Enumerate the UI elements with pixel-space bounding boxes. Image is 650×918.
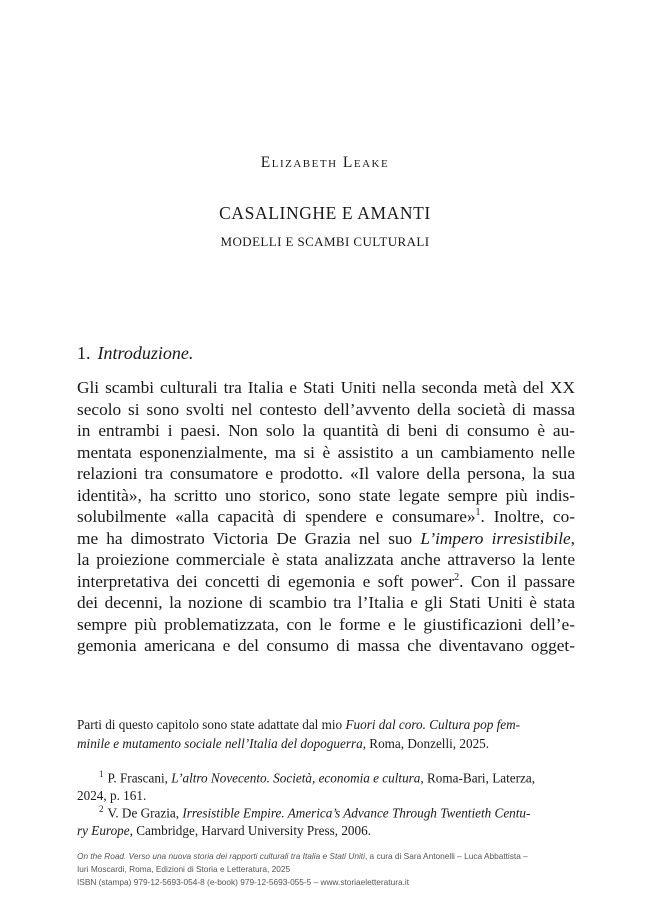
footnote-text: , Cambridge, Harvard University Press, 2006. [129, 822, 371, 838]
body-text-fragment: solubilmente «alla capacità di spendere e consumare» [77, 507, 476, 526]
footnote-ref-1[interactable]: 1 [475, 507, 481, 519]
footnote-title: ry Europe [77, 822, 130, 838]
footnote-1 [77, 766, 575, 804]
body-line: mentata esponenzialmente, ma si è assistito a un cambiamento nelle [77, 442, 575, 462]
note-text: , Roma, Donzelli, 2025. [362, 736, 490, 751]
section-number: 1. [77, 343, 91, 363]
imprint-line [77, 850, 575, 863]
book-title-italic: L’impero irresistibile [420, 528, 571, 548]
body-text-fragment: interpretativa dei concetti di egemonia e soft power [77, 571, 455, 591]
footnote-marker: 2 [99, 804, 104, 814]
body-line: secolo si sono svolti nel contesto dell’avvento della società di massa [77, 399, 575, 419]
imprint-book-title: On the Road. Verso una nuova storia dei rapporti culturali tra Italia e Stati Uniti [77, 851, 365, 861]
footnote-text: V. De Grazia, [107, 805, 183, 821]
footnote-2 [77, 801, 575, 839]
body-line [77, 506, 575, 528]
note-book-title: Fuori dal coro. Cultura pop fem- [345, 717, 521, 732]
body-line: sempre più problematizzata, con le forme e le giustificazioni dell’e- [77, 614, 575, 634]
footnote-title: Irresistible Empire. America’s Advance Through Twentieth Centu- [182, 805, 531, 821]
imprint-line: Iuri Moscardi, Roma, Edizioni di Storia e Letteratura, 2025 [77, 864, 291, 874]
footnote-text: P. Frascani, [107, 770, 172, 786]
body-paragraph [77, 377, 575, 657]
body-line [77, 571, 575, 593]
chapter-subtitle: MODELLI E SCAMBI CULTURALI [220, 234, 430, 249]
body-line: in entrambi i paesi. Non solo la quantità di beni di consumo è au- [77, 421, 575, 440]
body-text-fragment: , [570, 528, 575, 548]
footnote-title: L’altro Novecento. Società, economia e cultura [171, 770, 421, 786]
body-text-fragment: . Con il passare [459, 571, 575, 591]
body-text-fragment: me ha dimostrato Victoria De Grazia nel suo [77, 528, 421, 548]
footnote-text: , Roma-Bari, Laterza, [420, 770, 536, 786]
body-line: dei decenni, la nozione di scambio tra l’Italia e gli Stati Uniti è stata [77, 593, 575, 612]
imprint-line: ISBN (stampa) 979-12-5693-054-8 (e-book) 979-12-5693-055-5 – www.storiaeletteratura.it [77, 877, 410, 887]
section-heading [77, 343, 193, 364]
body-line [77, 528, 575, 550]
imprint-text: , a cura di Sara Antonelli – Luca Abbattista – [364, 851, 528, 861]
chapter-title: CASALINGHE E AMANTI [219, 203, 431, 223]
note-text: Parti di questo capitolo sono state adattate dal mio [77, 717, 346, 732]
body-line: identità», ha scritto uno storico, sono state legate sempre più indis- [77, 485, 575, 505]
chapter-author: Elizabeth Leake [260, 154, 390, 171]
body-line: relazioni tra consumatore e prodotto. «Il valore della persona, la sua [77, 464, 575, 483]
chapter-note [77, 715, 575, 753]
footnote-ref-2[interactable]: 2 [454, 571, 460, 583]
body-text-fragment: . Inoltre, co- [480, 507, 575, 526]
footnote-text: 2024, p. 161. [77, 787, 147, 803]
section-title: Introduzione. [97, 343, 194, 363]
footnote-marker: 1 [99, 769, 104, 779]
note-book-title: minile e mutamento sociale nell’Italia del dopoguerra [77, 736, 363, 751]
imprint [77, 850, 575, 889]
body-line: la proiezione commerciale è stata analizzata anche attraverso la lente [77, 550, 575, 569]
body-line: gemonia americana e del consumo di massa che diventavano ogget- [77, 636, 575, 655]
body-line: Gli scambi culturali tra Italia e Stati Uniti nella seconda metà del XX [77, 378, 575, 397]
